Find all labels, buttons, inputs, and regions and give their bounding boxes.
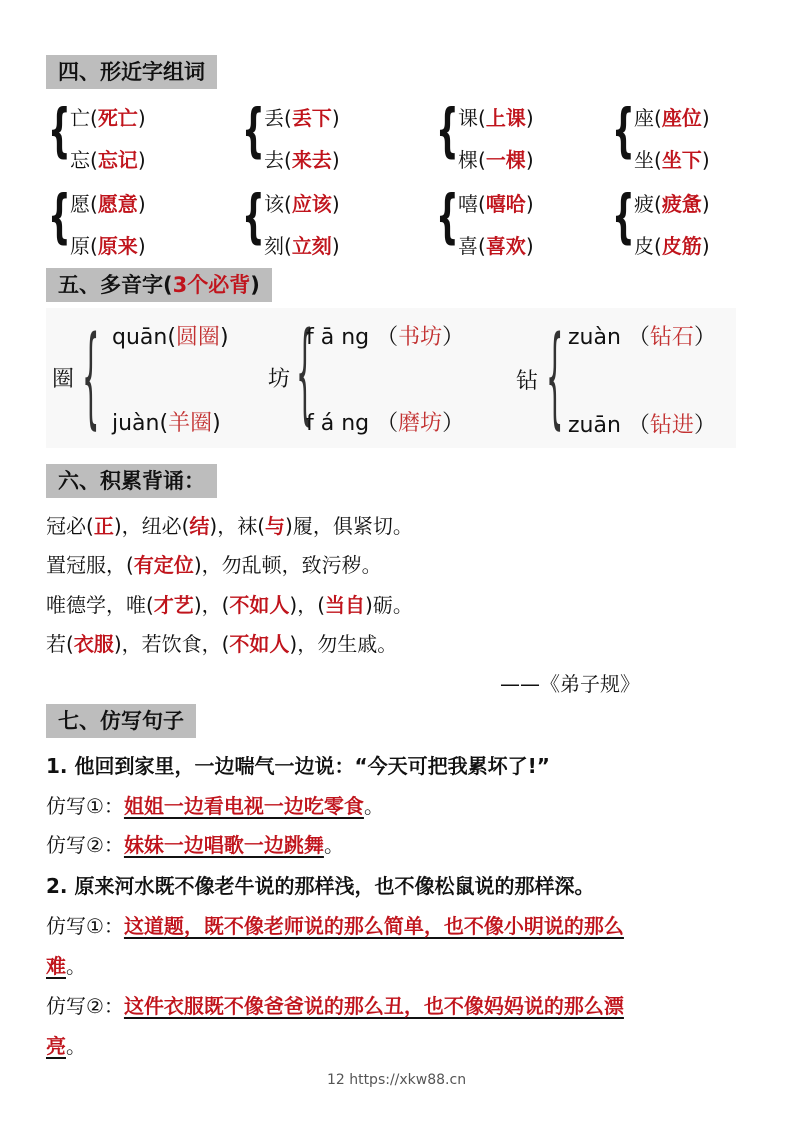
- answer-line: 仿写①：姐姐一边看电视一边吃零食。: [46, 794, 384, 818]
- section7-heading: 七、仿写句子: [46, 704, 196, 738]
- brace-icon: {: [242, 182, 265, 250]
- answer-line-cont: 难。: [46, 954, 86, 978]
- answer-line: 仿写②：妹妹一边唱歌一边跳舞。: [46, 833, 344, 857]
- polyphonic-image: 圈 { quān(圆圈) juàn(羊圈) 坊 { f ā ng （书坊） f á ng （磨坊） 钻 { zuàn （钻石） zuān （钻进）: [46, 308, 736, 448]
- answer-line: 仿写②：这件衣服既不像爸爸说的那么丑，也不像妈妈说的那么漂: [46, 994, 624, 1018]
- recitation-line: 冠必(正)，纽必(结)，袜(与)履，俱紧切。: [46, 514, 413, 538]
- question-1: 1. 他回到家里，一边喘气一边说：“今天可把我累坏了!”: [46, 754, 550, 778]
- section5-heading: 五、多音字(3个必背): [46, 268, 272, 302]
- brace-icon: {: [612, 96, 635, 164]
- page-footer: 12 https://xkw88.cn: [326, 1072, 467, 1088]
- section4-heading: 四、形近字组词: [46, 55, 217, 89]
- brace-icon: {: [436, 96, 459, 164]
- section6-heading: 六、积累背诵：: [46, 464, 217, 498]
- brace-icon: {: [48, 182, 71, 250]
- answer-line: 仿写①：这道题，既不像老师说的那么简单，也不像小明说的那么: [46, 914, 624, 938]
- brace-icon: {: [436, 182, 459, 250]
- recitation-line: 唯德学，唯(才艺)，(不如人)，(当自)砺。: [46, 593, 413, 617]
- recitation-line: 置冠服，(有定位)，勿乱顿，致污秽。: [46, 553, 382, 577]
- recitation-line: 若(衣服)，若饮食，(不如人)，勿生戚。: [46, 632, 398, 656]
- source-attribution: ——《弟子规》: [500, 672, 640, 696]
- brace-icon: {: [48, 96, 71, 164]
- brace-icon: {: [242, 96, 265, 164]
- brace-icon: {: [612, 182, 635, 250]
- question-2: 2. 原来河水既不像老牛说的那样浅，也不像松鼠说的那样深。: [46, 874, 595, 898]
- answer-line-cont: 亮。: [46, 1034, 86, 1058]
